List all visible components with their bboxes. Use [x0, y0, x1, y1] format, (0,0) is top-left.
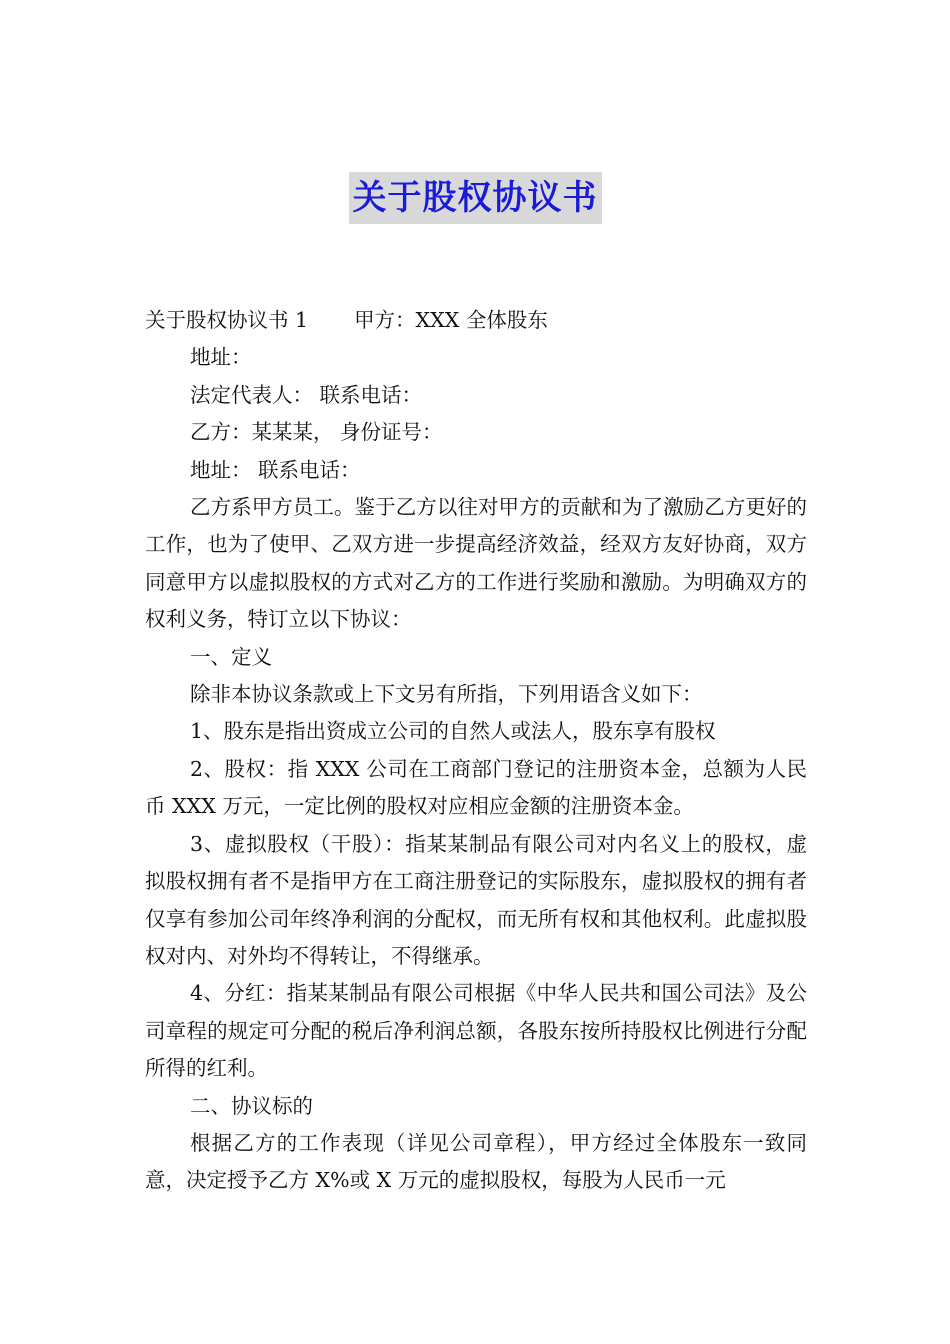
- section-heading-subject: 二、协议标的: [190, 1093, 313, 1118]
- party-b: 乙方：某某某， 身份证号：: [190, 420, 443, 445]
- document-body: [145, 302, 807, 1200]
- preamble-paragraph: 乙方系甲方员工。鉴于乙方以往对甲方的贡献和为了激励乙方更好的工作，也为了使甲、乙双方进一步提高经济效益，经双方友好协商，双方同意甲方以虚拟股权的方式对乙方的工作进行奖励和激励。为明确双方的权利义务，特订立以下协议：: [145, 495, 807, 632]
- header-line: [145, 302, 807, 339]
- definitions-intro: 除非本协议条款或上下文另有所指，下列用语含义如下：: [190, 682, 703, 707]
- document-title: 关于股权协议书: [349, 172, 602, 224]
- party-b-address: 地址： 联系电话：: [190, 457, 361, 482]
- definition-shareholder: 1、股东是指出资成立公司的自然人或法人，股东享有股权: [190, 719, 716, 744]
- definition-dividend: 4、分红：指某某制品有限公司根据《中华人民共和国公司法》及公司章程的规定可分配的税后净利润总额，各股东按所持股权比例进行分配所得的红利。: [145, 981, 807, 1081]
- party-a-address: 地址：: [190, 345, 252, 370]
- party-a-representative: 法定代表人： 联系电话：: [190, 382, 423, 407]
- title-container: [0, 172, 950, 224]
- definition-virtual-equity: 3、虚拟股权（干股）：指某某制品有限公司对内名义上的股权，虚拟股权拥有者不是指甲方在工商注册登记的实际股东，虚拟股权的拥有者仅享有参加公司年终净利润的分配权，而无所有权和其他权利。此虚拟股权对内、对外均不得转让，不得继承。: [145, 831, 807, 968]
- party-a: 甲方：XXX 全体股东: [354, 308, 548, 332]
- section-heading-definitions: 一、定义: [190, 644, 272, 669]
- subject-paragraph: 根据乙方的工作表现（详见公司章程），甲方经过全体股东一致同意，决定授予乙方 X%或 X 万元的虚拟股权，每股为人民币一元: [145, 1130, 807, 1193]
- definition-equity: 2、股权：指 XXX 公司在工商部门登记的注册资本金，总额为人民币 XXX 万元，一定比例的股权对应相应金额的注册资本金。: [145, 756, 807, 819]
- agreement-number: 关于股权协议书 1: [145, 308, 309, 332]
